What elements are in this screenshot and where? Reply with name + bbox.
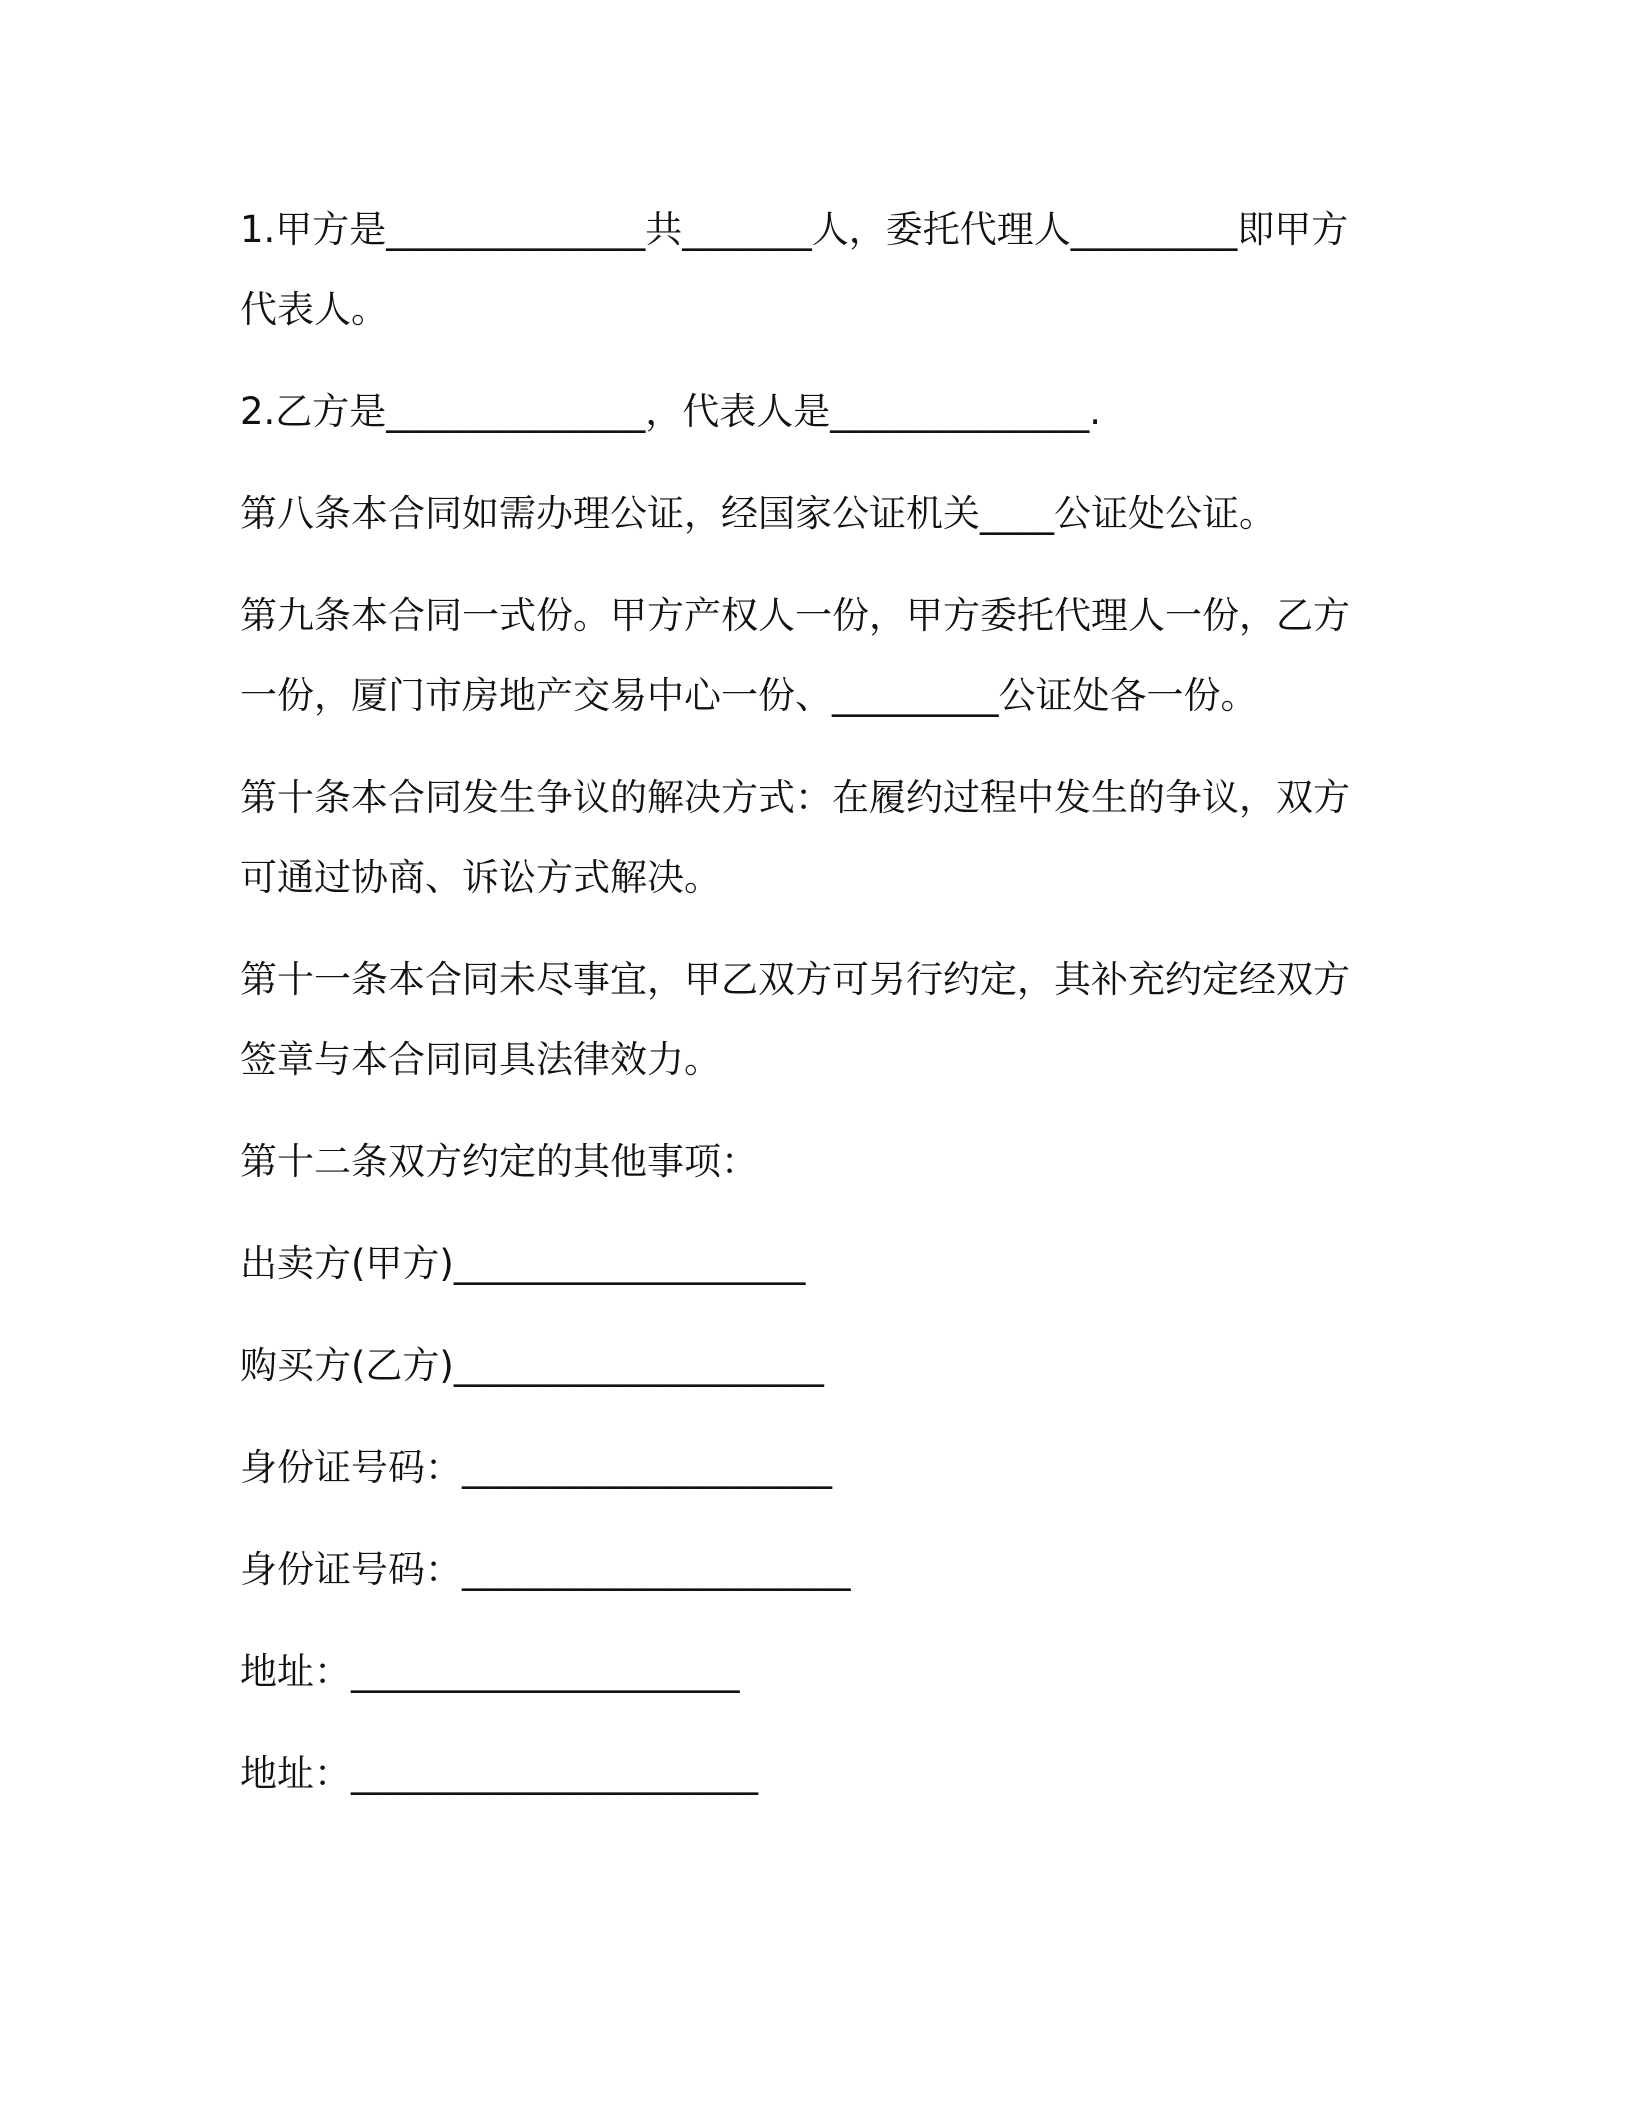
seller-id-number-line: 身份证号码：____________________ [240,1446,832,1489]
article-10-dispute: 第十条本合同发生争议的解决方式：在履约过程中发生的争议，双方可通过协商、诉讼方式解决。 [240,776,1350,899]
article-11-supplement: 第十一条本合同未尽事宜，甲乙双方可另行约定，其补充约定经双方签章与本合同同具法律效力。 [240,958,1350,1081]
seller-address-line: 地址：_____________________ [240,1650,740,1693]
document-body [240,190,1380,1836]
clause-party-a: 1.甲方是______________共_______人，委托代理人_________即甲方代表人。 [240,208,1349,331]
seller-signature-line: 出卖方(甲方)___________________ [240,1242,806,1285]
buyer-id-number-line: 身份证号码：_____________________ [240,1548,851,1591]
article-9-copies: 第九条本合同一式份。甲方产权人一份，甲方委托代理人一份，乙方一份，厦门市房地产交易中心一份、_________公证处各一份。 [240,594,1350,717]
buyer-signature-line: 购买方(乙方)____________________ [240,1344,824,1387]
clause-party-b: 2.乙方是______________，代表人是______________. [240,390,1102,433]
buyer-address-line: 地址：______________________ [240,1752,758,1795]
article-12-other-matters: 第十二条双方约定的其他事项： [240,1140,758,1183]
article-8-notarization: 第八条本合同如需办理公证，经国家公证机关____公证处公证。 [240,492,1276,535]
